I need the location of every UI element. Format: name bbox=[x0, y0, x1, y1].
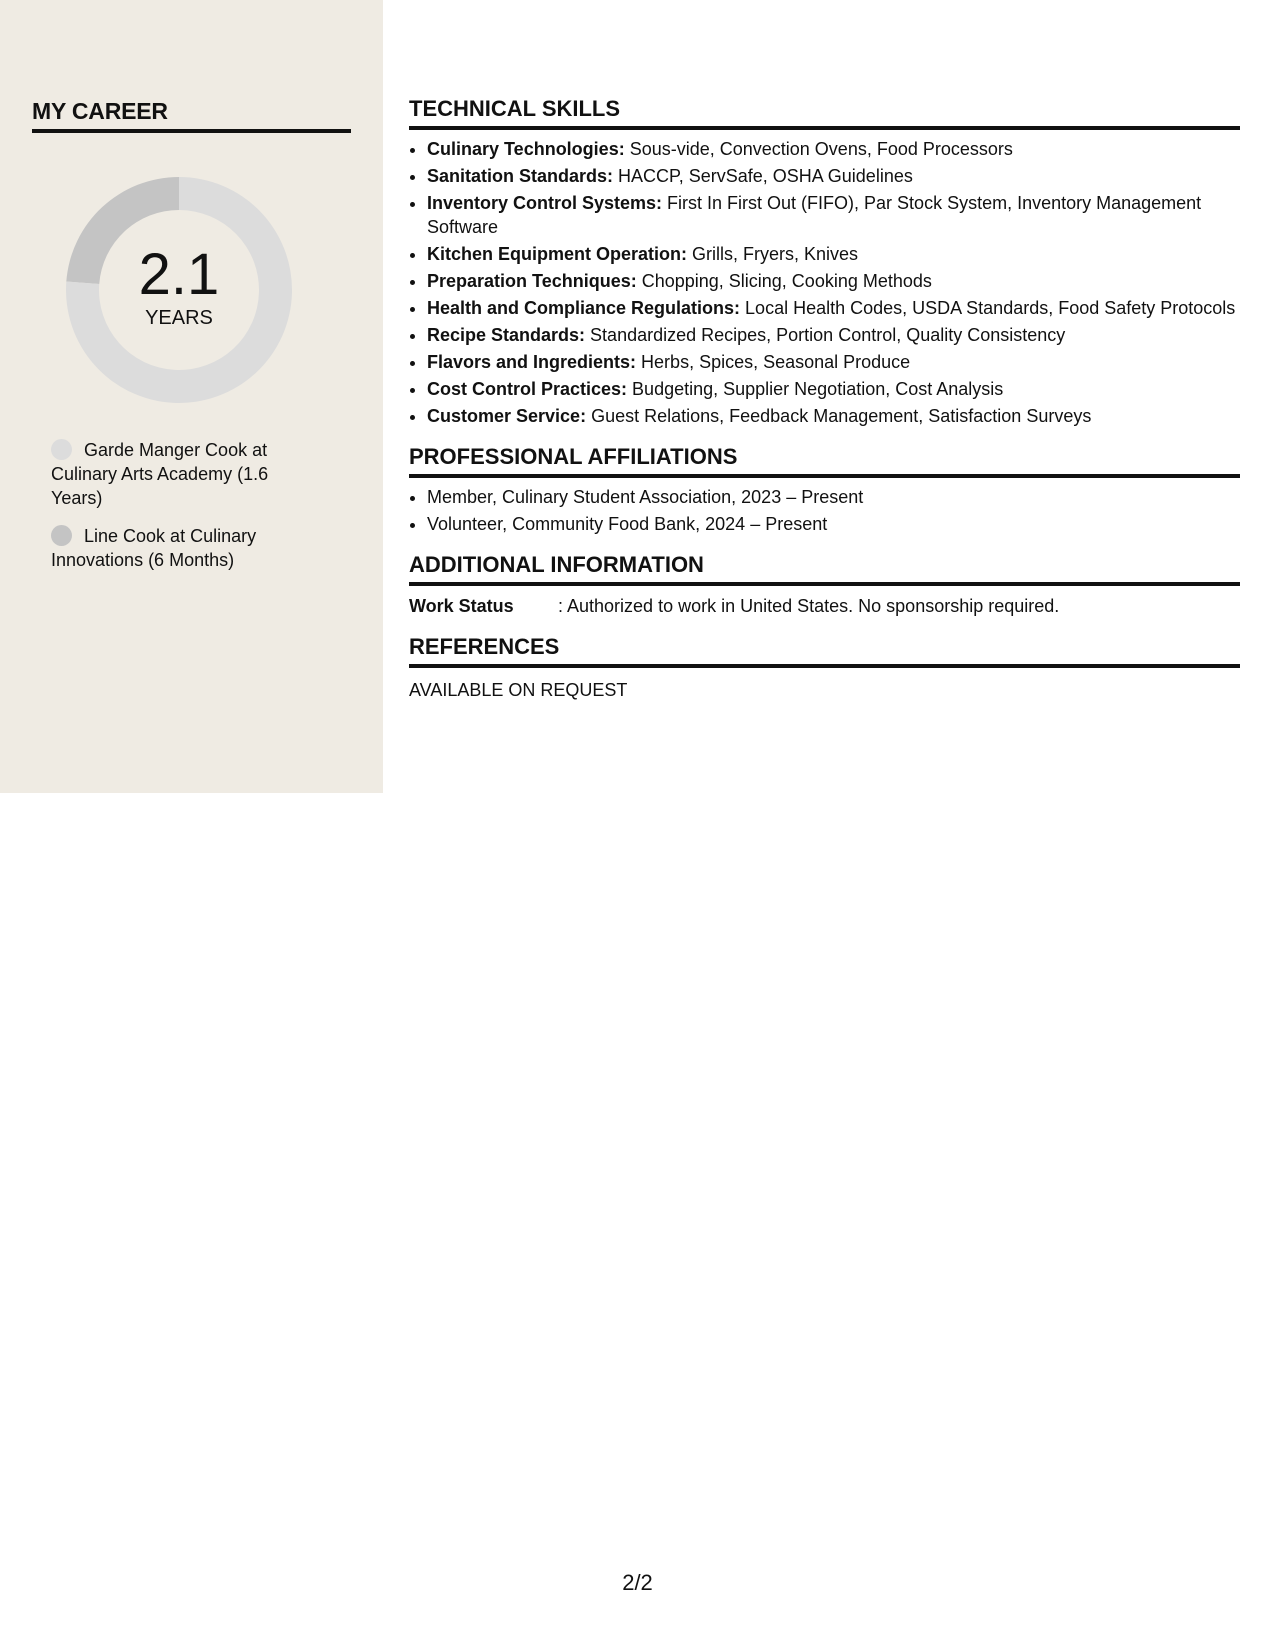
main-content bbox=[409, 94, 1240, 716]
career-donut-chart bbox=[66, 177, 292, 403]
references-section bbox=[409, 632, 1240, 702]
affiliations-list bbox=[409, 485, 1240, 536]
skill-item: • Preparation Techniques: Chopping, Slicing, Cooking Methods bbox=[427, 269, 1240, 293]
skill-item: • Culinary Technologies: Sous-vide, Convection Ovens, Food Processors bbox=[427, 137, 1240, 161]
skill-item: • Sanitation Standards: HACCP, ServSafe, OSHA Guidelines bbox=[427, 164, 1240, 188]
career-title: MY CAREER bbox=[32, 98, 351, 133]
skills-list bbox=[409, 137, 1240, 428]
legend-dot-icon bbox=[51, 525, 72, 546]
section-title: REFERENCES bbox=[409, 632, 1240, 668]
legend-item-line-cook bbox=[51, 524, 301, 572]
legend-label: Line Cook at Culinary Innovations (6 Months) bbox=[51, 526, 257, 570]
skill-item: • Inventory Control Systems: First In First Out (FIFO), Par Stock System, Inventory Management Software bbox=[427, 191, 1240, 239]
page-number: 2/2 bbox=[622, 1570, 653, 1595]
skill-item: • Recipe Standards: Standardized Recipes, Portion Control, Quality Consistency bbox=[427, 323, 1240, 347]
work-status-label: Work Status bbox=[409, 596, 514, 616]
career-total-unit: YEARS bbox=[145, 307, 213, 329]
work-status-value: : Authorized to work in United States. No sponsorship required. bbox=[558, 596, 1060, 616]
career-total-value: 2.1 bbox=[138, 242, 220, 307]
career-sidebar bbox=[0, 0, 383, 793]
technical-skills-section bbox=[409, 94, 1240, 428]
skill-item: • Health and Compliance Regulations: Local Health Codes, USDA Standards, Food Safety Protocols bbox=[427, 296, 1240, 320]
skill-item: • Flavors and Ingredients: Herbs, Spices, Seasonal Produce bbox=[427, 350, 1240, 374]
affiliations-section bbox=[409, 442, 1240, 536]
section-title: ADDITIONAL INFORMATION bbox=[409, 550, 1240, 586]
additional-info-section bbox=[409, 550, 1240, 618]
career-legend bbox=[51, 438, 301, 586]
skill-item: • Kitchen Equipment Operation: Grills, Fryers, Knives bbox=[427, 242, 1240, 266]
legend-label: Garde Manger Cook at Culinary Arts Academy (1.6 Years) bbox=[51, 440, 269, 508]
affiliation-item: • Member, Culinary Student Association, 2023 – Present bbox=[427, 485, 1240, 509]
section-title: PROFESSIONAL AFFILIATIONS bbox=[409, 442, 1240, 478]
skill-item: • Cost Control Practices: Budgeting, Supplier Negotiation, Cost Analysis bbox=[427, 377, 1240, 401]
affiliation-item: • Volunteer, Community Food Bank, 2024 – Present bbox=[427, 512, 1240, 536]
references-text: AVAILABLE ON REQUEST bbox=[409, 680, 628, 700]
work-status-row bbox=[409, 594, 1240, 618]
legend-dot-icon bbox=[51, 439, 72, 460]
skill-item: • Customer Service: Guest Relations, Feedback Management, Satisfaction Surveys bbox=[427, 404, 1240, 428]
section-title: TECHNICAL SKILLS bbox=[409, 94, 1240, 130]
legend-item-garde-manger bbox=[51, 438, 301, 510]
